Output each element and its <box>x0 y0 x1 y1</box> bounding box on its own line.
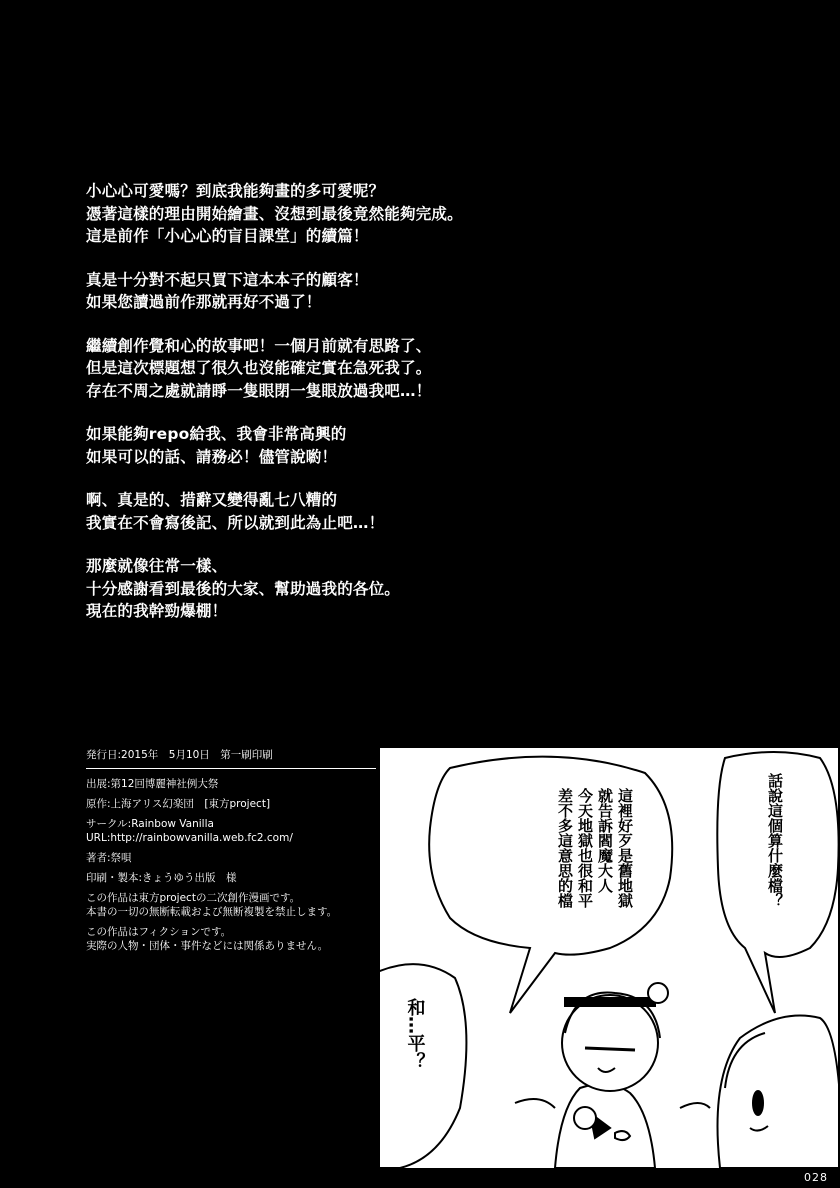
afterword-line: 這是前作「小心心的盲目課堂」的續篇！ <box>86 227 369 245</box>
colophon-url[interactable]: URL:http://rainbowvanilla.web.fc2.com/ <box>86 832 293 844</box>
bubble-left-col-2: 就告訴閻魔大人 <box>596 788 614 893</box>
page-number: 028 <box>804 1171 828 1184</box>
colophon-event <box>86 777 376 791</box>
afterword-paragraph-6 <box>86 555 526 623</box>
colophon-line: 原作:上海アリス幻楽団 [東方project] <box>86 798 271 810</box>
colophon-line: 出展:第12回博麗神社例大祭 <box>86 778 219 790</box>
afterword-line: 但是這次標題想了很久也沒能確定實在急死我了。 <box>86 359 432 377</box>
afterword-paragraph-4 <box>86 423 526 468</box>
afterword-paragraph-5 <box>86 489 526 534</box>
colophon-line: この作品はフィクションです。 <box>86 926 232 938</box>
afterword-line: 啊、真是的、措辭又變得亂七八糟的 <box>86 491 338 509</box>
manga-panel <box>380 748 838 1168</box>
colophon-fiction-disclaimer <box>86 925 376 953</box>
afterword-text <box>86 180 526 644</box>
colophon-issue-date <box>86 748 376 762</box>
afterword-paragraph-3 <box>86 335 526 403</box>
colophon-line: 発行日:2015年 5月10日 第一刷印刷 <box>86 749 273 761</box>
colophon-line: 本書の一切の無断転載および無断複製を禁止します。 <box>86 906 338 918</box>
bubble-left-col-4: 差不多這意思的檔 <box>556 788 574 908</box>
afterword-line: 繼續創作覺和心的故事吧！一個月前就有思路了、 <box>86 336 432 355</box>
afterword-line: 我實在不會寫後記、所以就到此為止吧…！ <box>86 513 385 532</box>
character-right <box>680 1016 838 1169</box>
manga-illustration <box>380 748 838 1168</box>
colophon-line: 実際の人物・団体・事件などには関係ありません。 <box>86 940 329 952</box>
colophon-original-work <box>86 797 376 811</box>
colophon-circle <box>86 817 376 845</box>
colophon-line: 著者:祭唄 <box>86 852 132 864</box>
bubble-right-col: 話說這個算什麼檔？ <box>766 773 784 908</box>
colophon-line: サークル:Rainbow Vanilla <box>86 818 214 830</box>
afterword-line: 如果您讀過前作那就再好不過了！ <box>86 293 322 311</box>
colophon-printer <box>86 871 376 885</box>
bubble-left-col-1: 這裡好歹是舊地獄 <box>616 788 634 908</box>
afterword-line: 如果可以的話、請務必！儘管說喲！ <box>86 447 338 466</box>
colophon-line: この作品は東方projectの二次創作漫画です。 <box>86 892 301 904</box>
afterword-line: 十分感謝看到最後的大家、幫助過我的各位。 <box>86 579 401 598</box>
afterword-line: 存在不周之處就請睜一隻眼閉一隻眼放過我吧…！ <box>86 381 432 400</box>
colophon-line: 印刷・製本:きょうゆう出版 様 <box>86 872 237 884</box>
afterword-line: 真是十分對不起只買下這本本子的顧客！ <box>86 270 369 289</box>
afterword-line: 憑著這樣的理由開始繪畫、沒想到最後竟然能夠完成。 <box>86 204 463 223</box>
bubble-small-col: 和…平？ <box>404 998 426 1070</box>
colophon <box>86 748 376 959</box>
afterword-line: 小心心可愛嗎？到底我能夠畫的多可愛呢？ <box>86 182 385 200</box>
afterword-line: 那麼就像往常一樣、 <box>86 557 228 575</box>
afterword-paragraph-1 <box>86 180 526 248</box>
bubble-left-col-3: 今天地獄也很和平 <box>576 788 594 908</box>
colophon-divider <box>86 768 376 769</box>
speech-bubble-left <box>429 757 672 1013</box>
colophon-notice <box>86 891 376 919</box>
character-satori <box>515 983 668 1168</box>
colophon-author <box>86 851 376 865</box>
afterword-line: 現在的我幹勁爆棚！ <box>86 602 228 620</box>
afterword-line: 如果能夠repo給我、我會非常高興的 <box>86 425 347 443</box>
afterword-paragraph-2 <box>86 269 526 314</box>
